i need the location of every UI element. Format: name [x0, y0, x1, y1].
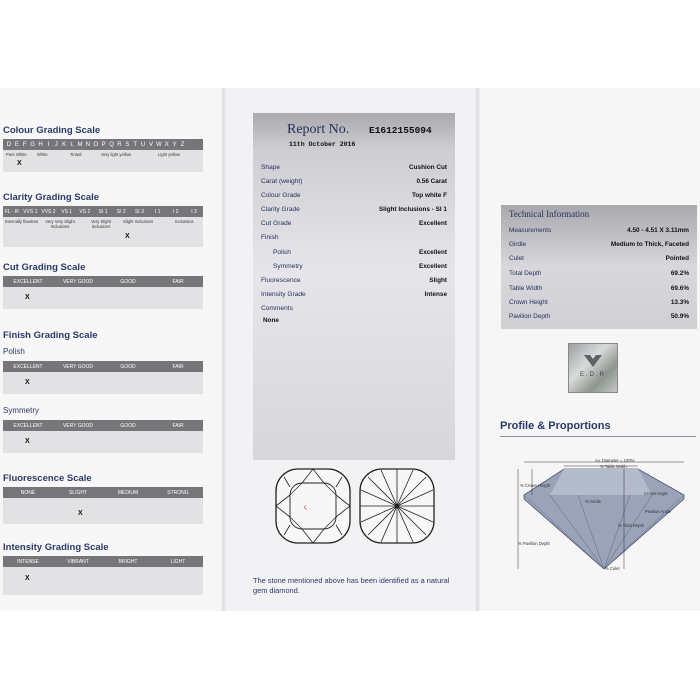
- polish-col: VERY GOOD: [62, 363, 94, 370]
- polish-col: FAIR: [172, 363, 184, 370]
- polish-col: GOOD: [120, 363, 136, 370]
- fluorescence-col: STRONG: [167, 489, 189, 496]
- clarity-scale-title: Clarity Grading Scale: [3, 192, 100, 203]
- polish-col: EXCELLENT: [13, 363, 43, 370]
- colour-letter: U: [140, 141, 146, 148]
- colour-letter: J: [54, 141, 58, 148]
- polish-scale-header: [3, 361, 203, 372]
- clarity-scale: [3, 206, 203, 247]
- fluorescence-col: NONE: [20, 489, 36, 496]
- intensity-scale-header: [3, 556, 203, 567]
- symmetry-scale: [3, 420, 203, 453]
- symmetry-scale-mark: X: [25, 438, 30, 445]
- polish-scale: [3, 361, 203, 394]
- clarity-scale-header: [3, 206, 203, 217]
- grading-scales-panel: [0, 88, 222, 611]
- colour-letter: S: [125, 141, 130, 148]
- intensity-scale: [3, 556, 203, 595]
- intensity-col: LIGHT: [170, 558, 186, 565]
- cut-col: GOOD: [120, 278, 136, 285]
- hologram-seal: [568, 343, 618, 393]
- symmetry-col: FAIR: [172, 422, 184, 429]
- colour-letter: M: [77, 141, 83, 148]
- colour-letter: O: [93, 141, 99, 148]
- clarity-grade: VVS 2: [41, 208, 56, 215]
- fluorescence-col: SLIGHT: [68, 489, 88, 496]
- colour-letter: T: [133, 141, 138, 148]
- clarity-grade: VS 2: [79, 208, 91, 215]
- report-number: E1612155094: [369, 125, 432, 136]
- colour-letter: H: [38, 141, 43, 148]
- intensity-scale-body: [3, 567, 203, 595]
- colour-letter: L: [70, 141, 74, 148]
- symmetry-col: GOOD: [120, 422, 136, 429]
- colour-letter: E: [14, 141, 19, 148]
- report-number-label: Report No.: [287, 122, 350, 137]
- colour-range-label: Light yellow: [158, 152, 180, 157]
- profile-divider: [500, 436, 696, 437]
- colour-range-label: Very light yellow: [101, 152, 132, 157]
- profile-label-total-depth: % Total Depth: [618, 523, 644, 528]
- profile-label-pavilion-angle: Pavilion Angle: [645, 509, 672, 514]
- colour-letter: P: [101, 141, 106, 148]
- finish-scale-title: Finish Grading Scale: [3, 330, 98, 341]
- fluorescence-scale-header: [3, 487, 203, 498]
- fluorescence-scale-title: Fluorescence Scale: [3, 473, 92, 484]
- clarity-grade: I 1: [154, 208, 161, 215]
- hologram-text: E.D.R: [579, 372, 606, 378]
- colour-letter: F: [22, 141, 27, 148]
- clarity-scale-mark: X: [125, 233, 130, 240]
- colour-range-label: Tinted: [70, 152, 82, 157]
- profile-label-crown-angle: Crown Angle: [644, 491, 668, 496]
- clarity-grade: I 2: [173, 208, 179, 215]
- symmetry-col: EXCELLENT: [13, 422, 43, 429]
- intensity-col: VIBRANT: [67, 558, 89, 565]
- profile-proportions-diagram: [512, 455, 697, 575]
- clarity-desc: Internally flawless: [5, 219, 39, 224]
- colour-scale-mark: X: [17, 160, 22, 167]
- colour-scale-body: [3, 150, 203, 172]
- fluorescence-scale-mark: X: [78, 510, 83, 517]
- symmetry-label: Symmetry: [3, 406, 39, 415]
- intensity-scale-mark: X: [25, 575, 30, 582]
- profile-title: Profile & Proportions: [500, 420, 611, 432]
- cut-col: EXCELLENT: [13, 278, 43, 285]
- profile-label-culet: % Culet: [605, 566, 620, 571]
- clarity-grade: SI 3: [134, 208, 144, 215]
- colour-scale-letters: [3, 139, 203, 150]
- colour-letter: X: [164, 141, 169, 148]
- intensity-scale-title: Intensity Grading Scale: [3, 542, 109, 553]
- colour-letter: I: [47, 141, 50, 148]
- intensity-col: INTENSE: [17, 558, 39, 565]
- colour-scale: [3, 139, 203, 172]
- pavilion-view-plot-icon: [356, 465, 438, 547]
- clarity-grade: SI 2: [116, 208, 126, 215]
- profile-label-girdle: % Girdle: [585, 499, 602, 504]
- clarity-desc: Very Very Slight Inclusions: [45, 219, 75, 229]
- colour-scale-title: Colour Grading Scale: [3, 125, 101, 136]
- clarity-grade: FL - IF: [4, 208, 20, 215]
- report-comments-value: None: [263, 317, 279, 324]
- colour-letter: Z: [180, 141, 185, 148]
- report-footer-statement: The stone mentioned above has been identified as a natural gem diamond.: [253, 576, 450, 595]
- cut-scale-mark: X: [25, 294, 30, 301]
- cut-col: VERY GOOD: [62, 278, 94, 285]
- profile-label-diameter: Av. Diameter = 100%: [595, 458, 635, 463]
- polish-scale-mark: X: [25, 379, 30, 386]
- colour-letter: D: [6, 141, 12, 148]
- symmetry-scale-body: [3, 431, 203, 453]
- fluorescence-scale: [3, 487, 203, 524]
- cut-scale-title: Cut Grading Scale: [3, 262, 86, 273]
- report-date: 11th October 2016: [289, 141, 356, 148]
- clarity-grade: SI 1: [98, 208, 108, 215]
- cut-col: FAIR: [172, 278, 184, 285]
- symmetry-scale-header: [3, 420, 203, 431]
- fluorescence-scale-body: [3, 498, 203, 524]
- cut-scale: [3, 276, 203, 309]
- technical-title: Technical Information: [509, 209, 590, 219]
- colour-letter: N: [85, 141, 91, 148]
- colour-letter: R: [117, 141, 122, 148]
- colour-letter: G: [30, 141, 35, 148]
- cut-scale-body: [3, 287, 203, 309]
- clarity-desc: Very Slight Inclusions: [90, 219, 112, 229]
- polish-label: Polish: [3, 347, 25, 356]
- crown-view-plot-icon: [272, 465, 354, 547]
- clarity-desc: Slight Inclusions: [123, 219, 154, 224]
- colour-letter: V: [148, 141, 153, 148]
- cut-scale-header: [3, 276, 203, 287]
- clarity-desc: Inclusions: [175, 219, 194, 224]
- symmetry-col: VERY GOOD: [62, 422, 94, 429]
- colour-letter: K: [62, 141, 67, 148]
- clarity-scale-body: [3, 217, 203, 247]
- clarity-grade: VS 1: [61, 208, 73, 215]
- clarity-grade: VVS 1: [23, 208, 38, 215]
- technical-information-card: Technical Information Measurements 4.50 - 4.51 X 3.11mm Girdle Medium to Thick, Faceted Culet Pointed Total Depth 69.2% Table Width 69.6% Crown Height 13.3% Pavilion Depth 50.9%: [501, 205, 697, 329]
- fluorescence-col: MEDIUM: [117, 489, 139, 496]
- profile-label-pavilion-depth: % Pavilion Depth: [518, 541, 550, 546]
- profile-label-crown-height: % Crown Height: [520, 483, 551, 488]
- svg-text:ς: ς: [304, 505, 307, 511]
- report-details-card: Report No. E1612155094 11th October 2016 Shape Cushion Cut Carat (weight) 0.56 Carat Colour Grade Top white F Clarity Grade Slight Inclusions - SI 1 Cut Grade Excellent Finish Polish Excellent Symmetry Excellent Fluorescence Slight Intensity Grade Intense Comments None: [253, 113, 455, 460]
- polish-scale-body: [3, 372, 203, 394]
- intensity-col: BRIGHT: [118, 558, 138, 565]
- profile-label-table-width: % Table Width: [600, 464, 627, 469]
- hologram-diamond-icon: [583, 354, 603, 368]
- colour-letter: Y: [172, 141, 177, 148]
- colour-letter: Q: [109, 141, 114, 148]
- colour-range-label: Pure White: [6, 152, 27, 157]
- colour-range-label: White: [37, 152, 48, 157]
- clarity-grade: I 3: [191, 208, 197, 215]
- colour-letter: W: [156, 141, 162, 148]
